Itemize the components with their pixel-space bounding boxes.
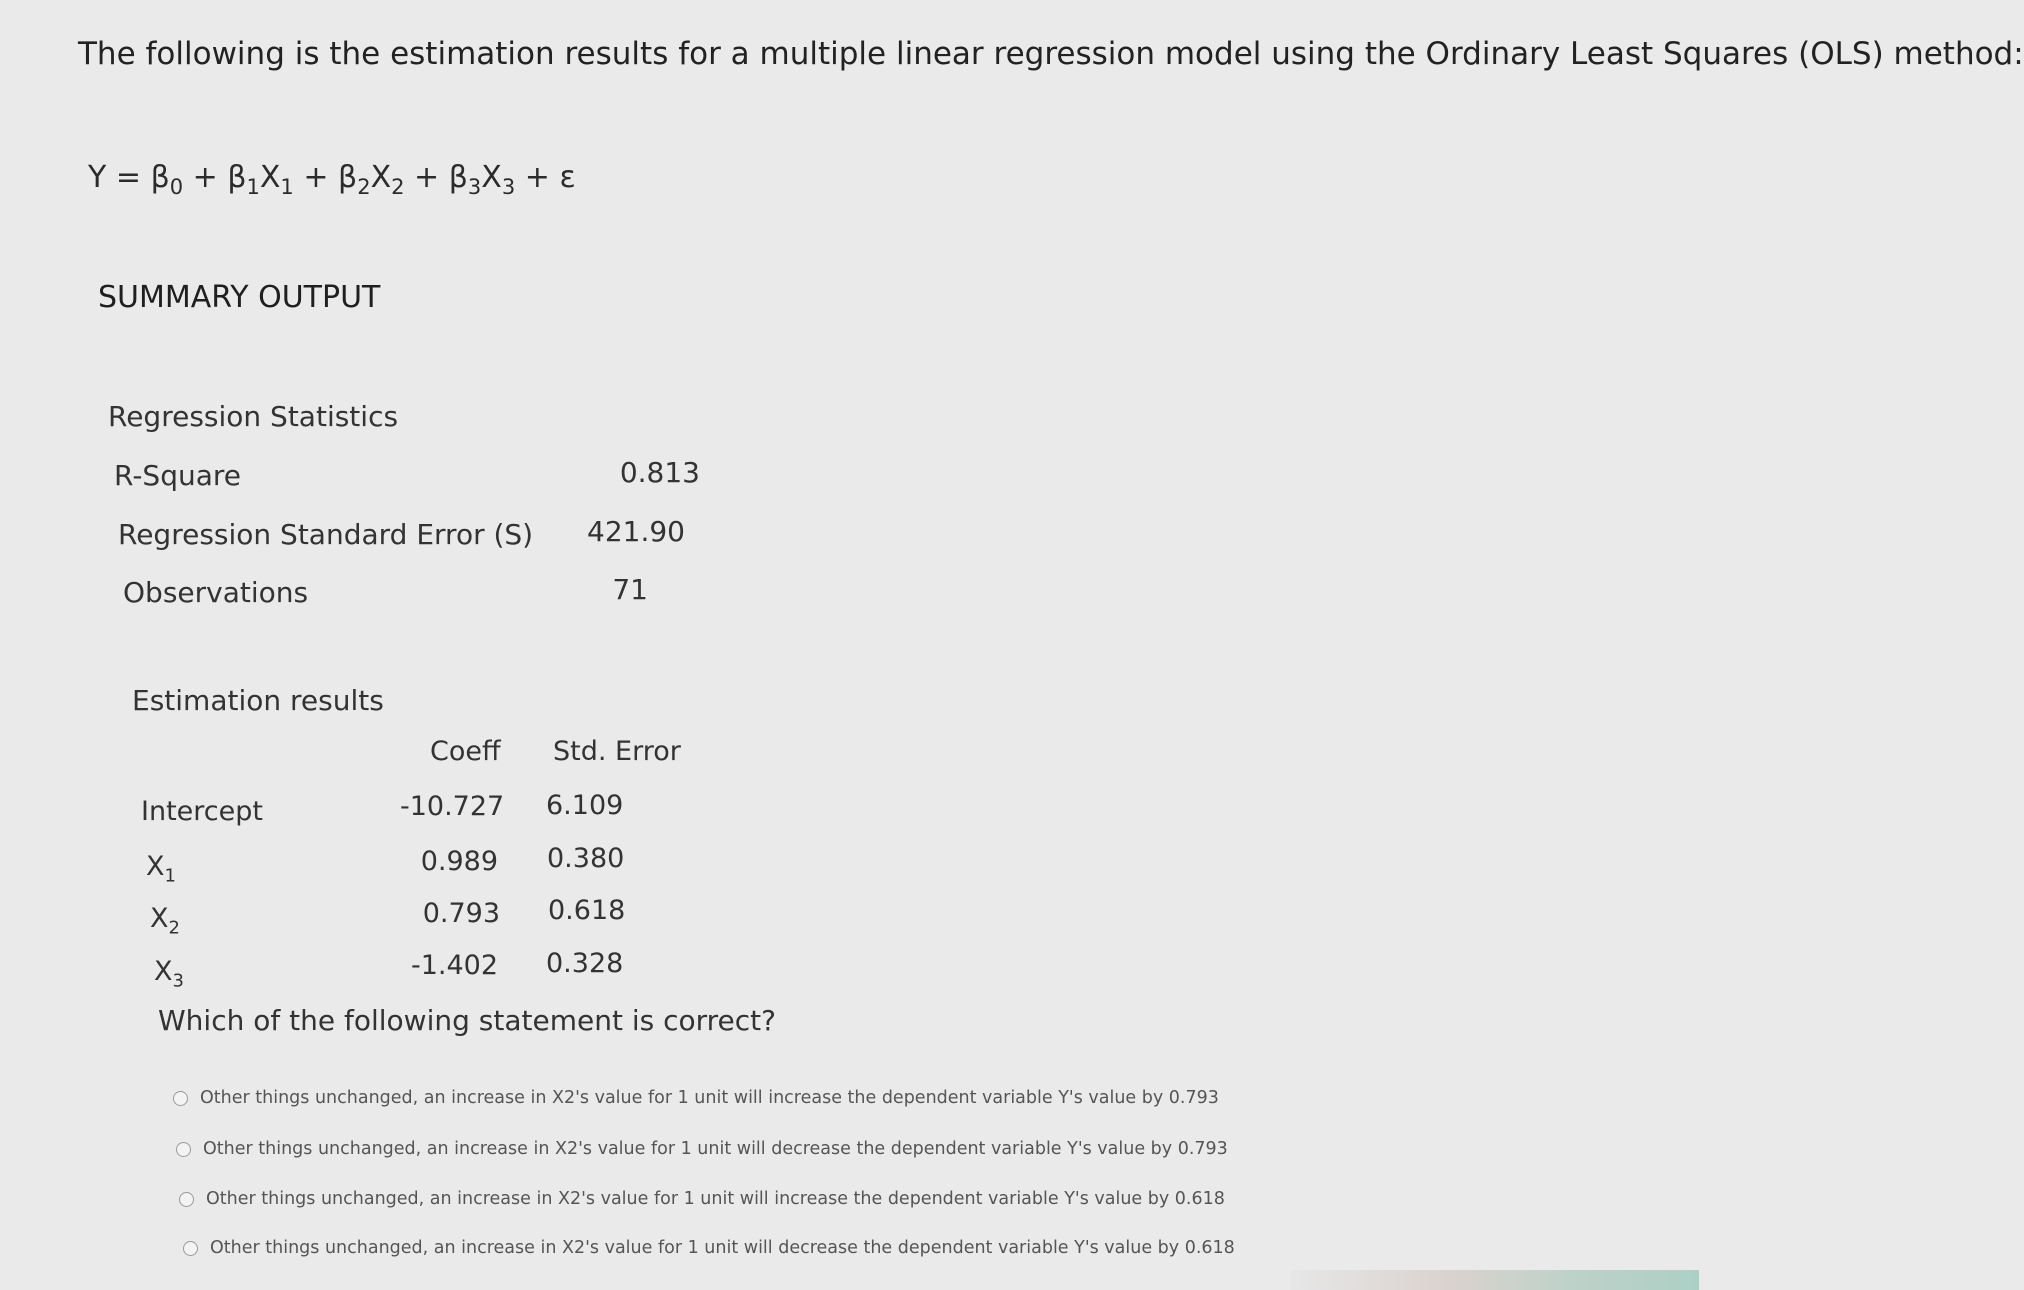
radio-button[interactable] (173, 1091, 188, 1106)
row-label-x1: $X_1$ (146, 851, 176, 887)
question-text: Which of the following statement is correct? (158, 1004, 776, 1037)
answer-option-3[interactable] (179, 1189, 1225, 1209)
summary-heading: SUMMARY OUTPUT (98, 280, 381, 315)
row-label-x2: $X_2$ (150, 903, 180, 939)
coeff-intercept: -10.727 (400, 791, 505, 822)
stat-label-std-error: Regression Standard Error (S) (118, 518, 534, 551)
radio-button[interactable] (179, 1192, 194, 1207)
coeff-x1: 0.989 (420, 846, 498, 877)
radio-button[interactable] (183, 1241, 198, 1256)
se-x2: 0.618 (548, 895, 626, 926)
stat-value-r-square: 0.813 (619, 456, 700, 489)
stat-value-observations: 71 (612, 573, 648, 606)
option-label: Other things unchanged, an increase in X2's value for 1 unit will decrease the dependent variable Y's value by 0.618 (210, 1238, 1235, 1258)
row-label-x3: $X_3$ (154, 956, 184, 992)
coeff-x2: 0.793 (422, 898, 500, 929)
regression-equation: $Y = \beta_0 + \beta_1X_1 + \beta_2X_2 + \beta_3X_3 + \varepsilon$ (88, 160, 576, 199)
row-label-intercept: Intercept (141, 796, 263, 827)
stat-value-std-error: 421.90 (587, 515, 685, 548)
answer-option-1[interactable] (173, 1088, 1219, 1108)
estimation-results-title: Estimation results (132, 684, 384, 717)
stat-label-r-square: R-Square (114, 459, 241, 492)
regression-statistics-title: Regression Statistics (108, 400, 399, 433)
intro-text: The following is the estimation results for a multiple linear regression model using the Ordinary Least Squares (OLS) method: (78, 36, 2024, 72)
se-x1: 0.380 (547, 843, 625, 874)
coeff-x3: -1.402 (410, 950, 498, 981)
se-x3: 0.328 (546, 948, 624, 979)
col-header-coeff: Coeff (430, 736, 501, 767)
option-label: Other things unchanged, an increase in X2's value for 1 unit will increase the dependent variable Y's value by 0.793 (200, 1088, 1219, 1108)
answer-option-2[interactable] (176, 1139, 1228, 1159)
bottom-edge-strip (1290, 1270, 1699, 1290)
stat-label-observations: Observations (123, 576, 309, 609)
se-intercept: 6.109 (546, 790, 624, 821)
option-label: Other things unchanged, an increase in X2's value for 1 unit will decrease the dependent variable Y's value by 0.793 (203, 1139, 1228, 1159)
radio-button[interactable] (176, 1142, 191, 1157)
option-label: Other things unchanged, an increase in X2's value for 1 unit will increase the dependent variable Y's value by 0.618 (206, 1189, 1225, 1209)
answer-option-4[interactable] (183, 1238, 1235, 1258)
col-header-std-error: Std. Error (553, 736, 681, 767)
